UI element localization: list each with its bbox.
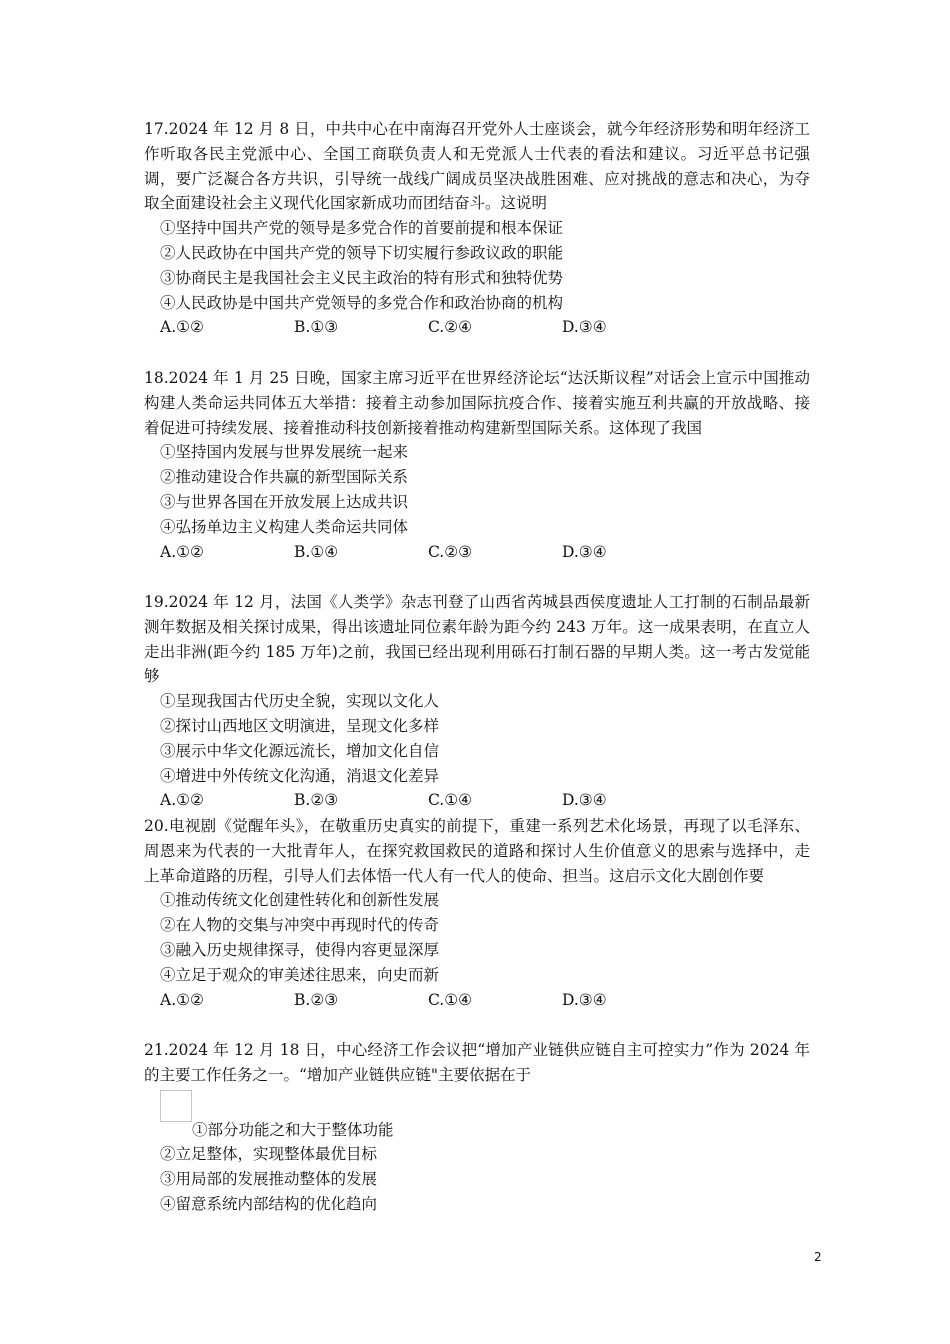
answer-choices <box>144 988 810 1013</box>
choice-a: A.①② <box>160 990 204 1009</box>
option-1: ①推动传统文化创建性转化和创新性发展 <box>160 891 440 910</box>
option-3: ③融入历史规律探寻，使得内容更显深厚 <box>160 940 440 959</box>
choice-c: C.①④ <box>428 990 473 1009</box>
option-2: ②推动建设合作共赢的新型国际关系 <box>160 468 409 487</box>
choice-d: D.③④ <box>562 542 607 561</box>
option-2: ②探讨山西地区文明演进，呈现文化多样 <box>160 716 440 735</box>
question-stem: 18.2024 年 1 月 25 日晚，国家主席习近平在世界经济论坛“达沃斯议程”对话会上宣示中国推动构建人类命运共同体五大举措：接着主动参加国际抗疫合作、接着实施互利共赢的开放战略、接着促进可持续发展、接着推动科技创新接着推动构建新型国际关系。这体现了我国 <box>144 369 810 437</box>
question-stem: 21.2024 年 12 月 18 日，中心经济工作会议把“增加产业链供应链自主可控实力”作为 2024 年的主要工作任务之一。“增加产业链供应链"主要依据在于 <box>144 1041 810 1084</box>
option-4: ④增进中外传统文化沟通，消退文化差异 <box>160 766 440 785</box>
option-4: ④立足于观众的审美述往思来，向史而新 <box>160 965 440 984</box>
choice-a: A.①② <box>160 318 204 337</box>
choice-c: C.①④ <box>428 791 473 810</box>
answer-choices <box>144 315 810 340</box>
option-4: ④弘扬单边主义构建人类命运共同体 <box>160 517 409 536</box>
option-2: ②人民政协在中国共产党的领导下切实履行参政议政的职能 <box>160 243 564 262</box>
choice-b: B.①③ <box>294 318 339 337</box>
question-17 <box>144 117 810 340</box>
option-1: ①坚持国内发展与世界发展统一起来 <box>160 443 409 462</box>
question-stem: 20.电视剧《觉醒年头》，在敬重历史真实的前提下，重建一系列艺术化场景，再现了以毛泽东、周恩来为代表的一大批青年人，在探究救国救民的道路和探讨人生价值意义的思索与选择中，走上革命道路的历程，引导人们去体悟一代人有一代人的使命、担当。这启示文化大剧创作要 <box>144 817 810 885</box>
image-placeholder <box>160 1090 192 1122</box>
question-19 <box>144 590 810 813</box>
choice-d: D.③④ <box>562 318 607 337</box>
option-3: ③协商民主是我国社会主义民主政治的特有形式和独特优势 <box>160 268 564 287</box>
option-1: ①呈现我国古代历史全貌，实现以文化人 <box>160 692 440 711</box>
choice-d: D.③④ <box>562 791 607 810</box>
option-3: ③展示中华文化源远流长，增加文化自信 <box>160 741 440 760</box>
question-20 <box>144 814 810 1012</box>
option-4: ④留意系统内部结构的优化趋向 <box>160 1194 378 1213</box>
option-2: ②立足整体，实现整体最优目标 <box>160 1145 378 1164</box>
choice-a: A.①② <box>160 542 204 561</box>
choice-c: C.②③ <box>428 542 473 561</box>
choice-c: C.②④ <box>428 318 473 337</box>
question-21 <box>144 1038 810 1217</box>
choice-b: B.②③ <box>294 990 339 1009</box>
answer-choices <box>144 788 810 813</box>
option-2: ②在人物的交集与冲突中再现时代的传奇 <box>160 916 440 935</box>
option-3: ③用局部的发展推动整体的发展 <box>160 1170 378 1189</box>
question-18 <box>144 366 810 564</box>
page-number: 2 <box>814 1250 822 1264</box>
question-stem: 19.2024 年 12 月，法国《人类学》杂志刊登了山西省芮城县西侯度遗址人工打制的石制品最新测年数据及相关探讨成果，得出该遗址同位素年龄为距今约 243 万年。这一成果表明，在直立人走出非洲(距今约 185 万年)之前，我国已经出现利用砾石打制石器的早期人类。这一考古发觉能够 <box>144 593 810 686</box>
option-3: ③与世界各国在开放发展上达成共识 <box>160 492 409 511</box>
choice-b: B.②③ <box>294 791 339 810</box>
choice-d: D.③④ <box>562 990 607 1009</box>
option-1: ①坚持中国共产党的领导是多党合作的首要前提和根本保证 <box>160 219 564 238</box>
question-stem: 17.2024 年 12 月 8 日，中共中心在中南海召开党外人士座谈会，就今年经济形势和明年经济工作听取各民主党派中心、全国工商联负责人和无党派人士代表的看法和建议。习近平总书记强调，要广泛凝合各方共识，引导统一战线广阔成员坚决战胜困难、应对挑战的意志和决心，为夺取全面建设社会主义现代化国家新成功而团结奋斗。这说明 <box>144 120 810 213</box>
choice-b: B.①④ <box>294 542 339 561</box>
choice-a: A.①② <box>160 791 204 810</box>
option-4: ④人民政协是中国共产党领导的多党合作和政治协商的机构 <box>160 293 564 312</box>
option-1: ①部分功能之和大于整体功能 <box>192 1120 394 1139</box>
answer-choices <box>144 540 810 565</box>
